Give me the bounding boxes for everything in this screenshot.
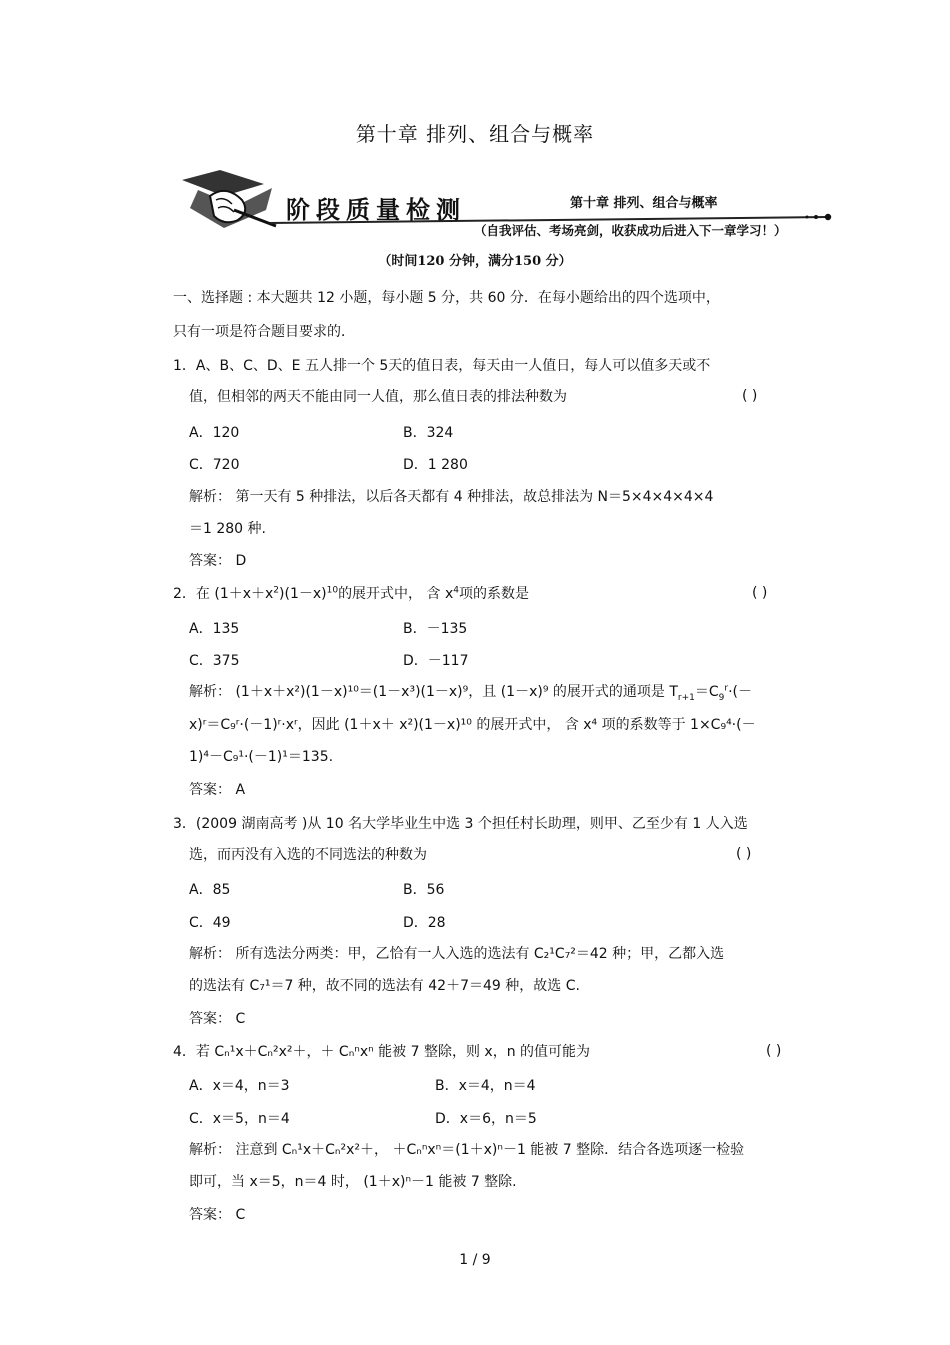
q1-line2: 值，但相邻的两天不能由同一人值，那么值日表的排法种数为 — [189, 389, 567, 405]
q4-option-b: B．x＝4，n＝4 — [435, 1078, 536, 1094]
q3-answer: 答案： C — [189, 1011, 246, 1027]
q1-answer: 答案： D — [189, 553, 247, 569]
q2-answer: 答案： A — [189, 782, 246, 798]
exam-time: （时间120 分钟，满分150 分） — [378, 254, 572, 269]
q2-solution-supr: r — [724, 683, 729, 694]
q2-answer-blank: ( ) — [752, 585, 768, 601]
q2-exp2: 2 — [273, 585, 280, 596]
q2-option-a: A．135 — [189, 621, 240, 637]
q4-answer: 答案： C — [189, 1207, 246, 1223]
q2-stem — [173, 585, 529, 603]
q2-solution-line1-c: ＝C — [694, 684, 719, 700]
q2-solution-line2: x)ʳ＝C₉ʳ·(－1)ʳ·xʳ，因此 (1＋x＋ x²)(1－x)¹⁰ 的展开式中， 含 x⁴ 项的系数等于 1×C₉⁴·(－ — [189, 717, 756, 733]
q4-answer-blank: ( ) — [766, 1043, 782, 1059]
q2-exp10: 10 — [326, 585, 339, 596]
q2-solution-line1-d: ·(－ — [728, 684, 753, 700]
q2-stem-prefix: 2．在 (1＋x＋x — [173, 586, 274, 602]
q2-stem-mid1: )(1－x) — [279, 586, 327, 602]
q2-solution-sub9: 9 — [718, 692, 725, 703]
q2-option-c: C．375 — [189, 653, 240, 669]
page-number: 1 / 9 — [459, 1252, 491, 1268]
q4-option-c: C．x＝5，n＝4 — [189, 1111, 290, 1127]
q1-line1: 1．A、B、C、D、E 五人排一个 5天的值日表，每天由一人值日，每人可以值多天或不 — [173, 358, 711, 374]
q4-solution-line1: 解析： 注意到 Cₙ¹x＋Cₙ²x²＋， ＋Cₙⁿxⁿ＝(1＋x)ⁿ－1 能被 7 整除．结合各选项逐一检验 — [189, 1142, 745, 1158]
q2-solution-line3: 1)⁴－C₉¹·(－1)¹＝135. — [189, 749, 334, 765]
q4-line1: 4．若 Cₙ¹x＋Cₙ²x²＋，＋ Cₙⁿxⁿ 能被 7 整除，则 x，n 的值可能为 — [173, 1044, 591, 1060]
q4-solution-line2: 即可，当 x＝5，n＝4 时， (1＋x)ⁿ－1 能被 7 整除. — [189, 1174, 517, 1190]
banner-motto: （自我评估、考场亮剑，收获成功后进入下一章学习！） — [474, 223, 787, 238]
q3-option-b: B．56 — [403, 882, 445, 898]
banner-chapter: 第十章 排列、组合与概率 — [570, 196, 718, 211]
chapter-title: 第十章 排列、组合与概率 — [355, 122, 595, 146]
q2-solution-sub: r+1 — [677, 692, 695, 703]
q2-stem-mid2: 的展开式中， 含 x — [338, 586, 454, 602]
q3-option-a: A．85 — [189, 882, 231, 898]
q4-option-d: D．x＝6，n＝5 — [435, 1111, 537, 1127]
q1-option-b: B．324 — [403, 425, 454, 441]
q2-solution-line1-a: 解析： (1＋x＋x²)(1－x)¹⁰＝(1－x³)(1－x)⁹，且 (1－x)⁹ 的展开式的通项是 T — [189, 684, 678, 700]
banner-heading: 阶段质量检测 — [286, 195, 466, 224]
q3-option-c: C．49 — [189, 915, 231, 931]
q1-option-c: C．720 — [189, 457, 240, 473]
q2-option-d: D．－117 — [403, 653, 469, 669]
q2-solution-line1 — [189, 683, 752, 701]
hand-pen-icon — [182, 170, 276, 228]
q3-option-d: D．28 — [403, 915, 446, 931]
section-intro-line1: 一、选择题 : 本大题共 12 小题，每小题 5 分，共 60 分．在每小题给出的四个选项中， — [173, 290, 720, 306]
q4-option-a: A．x＝4，n＝3 — [189, 1078, 290, 1094]
q1-option-d: D．1 280 — [403, 457, 468, 473]
q3-line2: 选，而丙没有入选的不同选法的种数为 — [189, 847, 427, 863]
q2-stem-suffix: 项的系数是 — [458, 586, 529, 602]
q3-line1: 3．(2009 湖南高考 )从 10 名大学毕业生中选 3 个担任村长助理，则甲、乙至少有 1 人入选 — [173, 816, 748, 832]
q1-answer-blank: ( ) — [742, 388, 758, 404]
q1-solution-line2: ＝1 280 种. — [189, 521, 266, 537]
section-intro-line2: 只有一项是符合题目要求的． — [173, 324, 355, 340]
q3-solution-line2: 的选法有 C₇¹＝7 种，故不同的选法有 42＋7＝49 种，故选 C. — [189, 978, 580, 994]
q3-answer-blank: ( ) — [736, 846, 752, 862]
q3-solution-line1: 解析： 所有选法分两类：甲，乙恰有一人入选的选法有 C₂¹C₇²＝42 种；甲，乙都入选 — [189, 946, 725, 962]
q1-solution-line1: 解析： 第一天有 5 种排法，以后各天都有 4 种排法，故总排法为 N＝5×4×4×4×4 — [189, 489, 714, 505]
q1-option-a: A．120 — [189, 425, 240, 441]
q2-option-b: B．－135 — [403, 621, 468, 637]
q2-exp4: 4 — [453, 585, 459, 596]
